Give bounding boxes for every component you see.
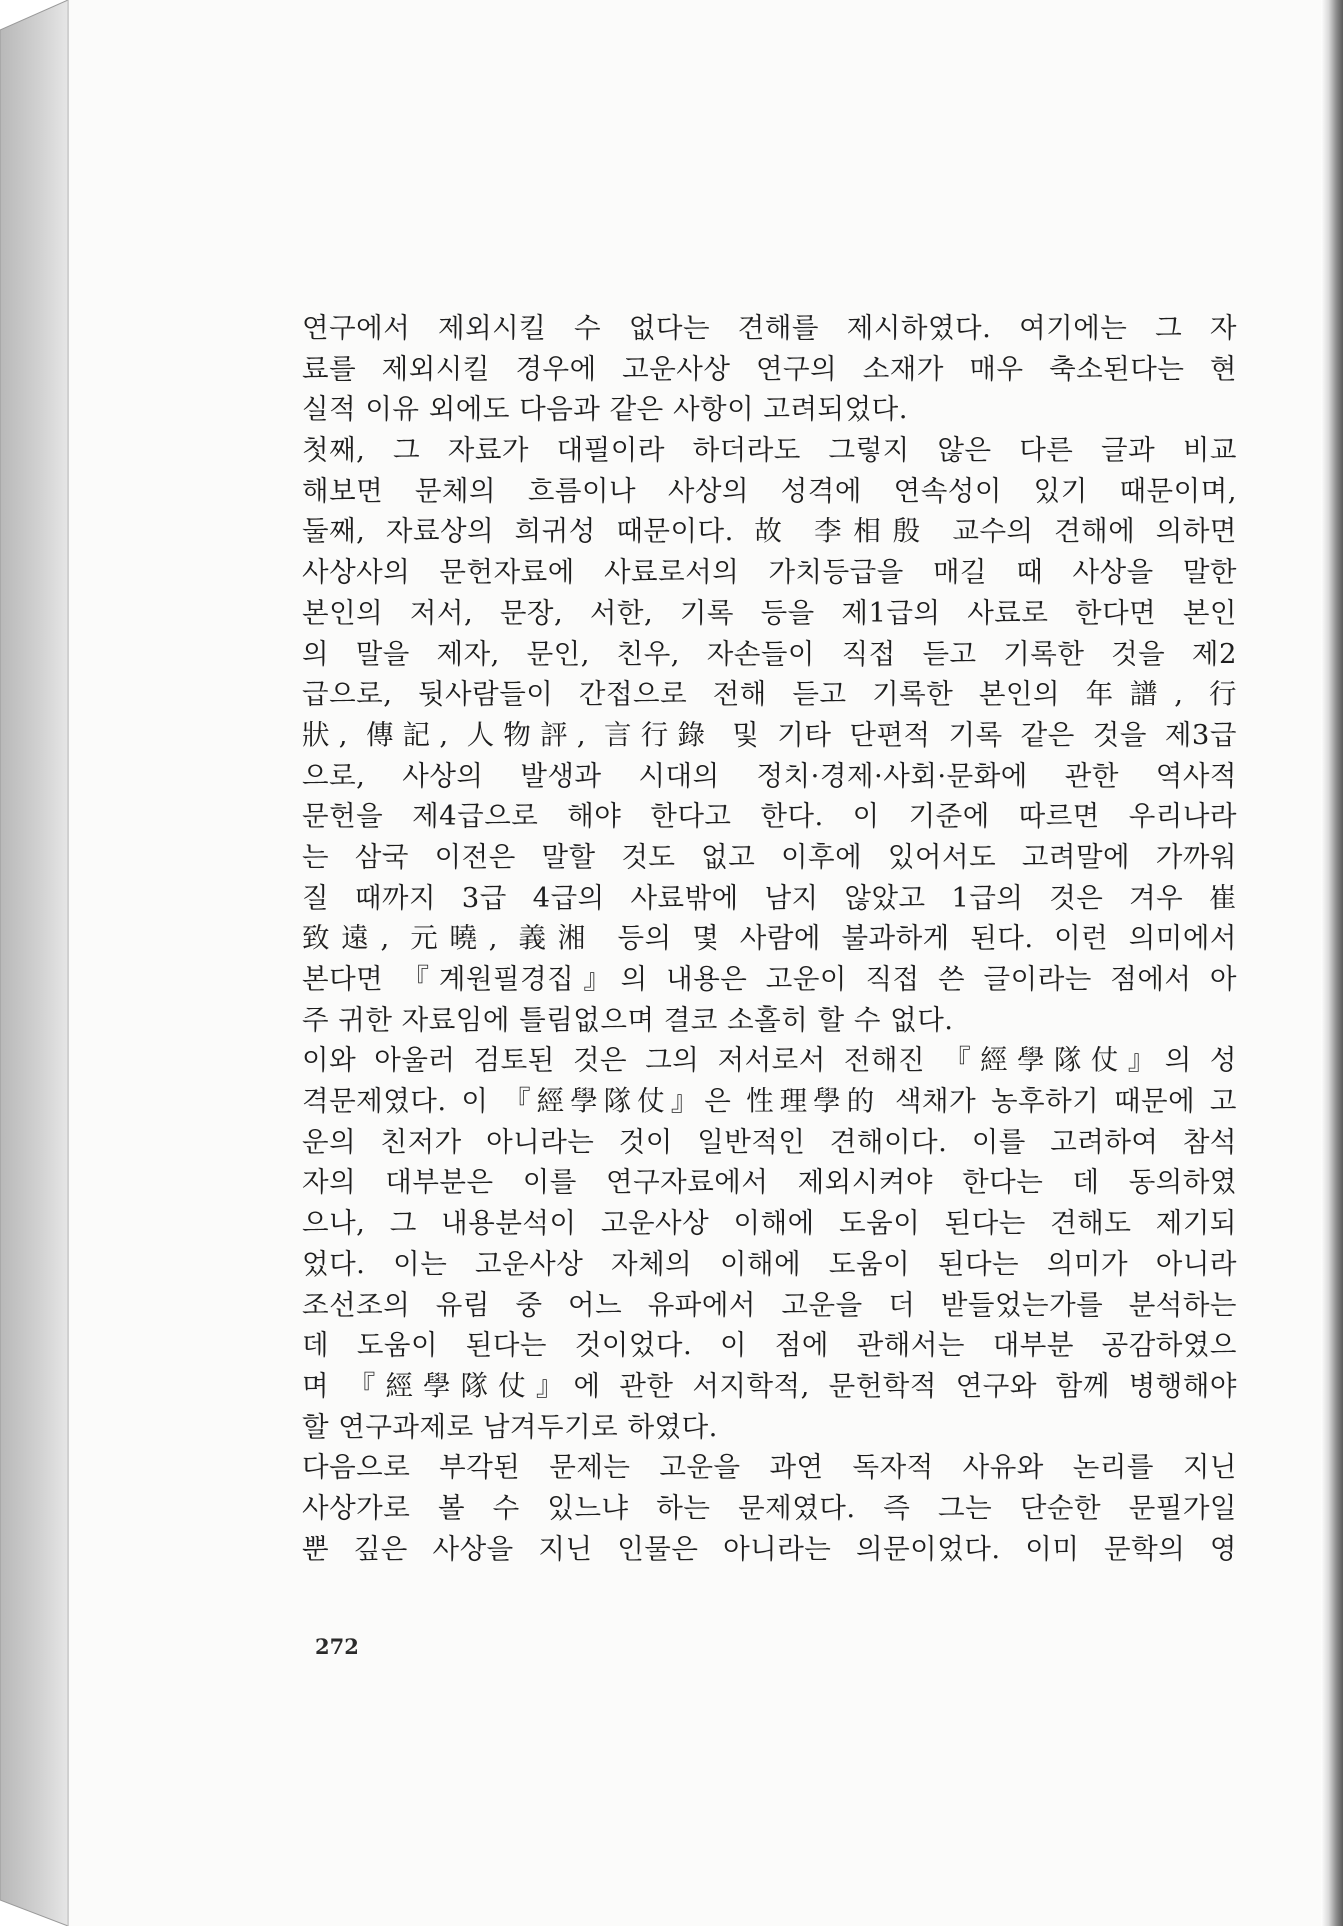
text-line: 해보면 문체의 흐름이나 사상의 성격에 연속성이 있기 때문이며, (302, 474, 1237, 507)
text-line: 본인의 저서, 문장, 서한, 기록 등을 제1급의 사료로 한다면 본인 (302, 596, 1237, 629)
text-line: 는 삼국 이전은 말할 것도 없고 이후에 있어서도 고려말에 가까워 (302, 840, 1237, 873)
text-line: 狀, 傳記, 人物評, 言行錄 및 기타 단편적 기록 같은 것을 제3급 (302, 718, 1237, 751)
text-line: 뿐 깊은 사상을 지닌 인물은 아니라는 의문이었다. 이미 문학의 영 (302, 1532, 1237, 1565)
text-line: 운의 친저가 아니라는 것이 일반적인 견해이다. 이를 고려하여 참석 (302, 1125, 1237, 1158)
page-stack-edge (0, 0, 70, 1926)
body-text (302, 308, 1237, 1569)
text-line: 며 『經學隊仗』에 관한 서지학적, 문헌학적 연구와 함께 병행해야 (302, 1369, 1237, 1402)
text-line: 조선조의 유림 중 어느 유파에서 고운을 더 받들었는가를 분석하는 (302, 1288, 1237, 1321)
text-line: 사상사의 문헌자료에 사료로서의 가치등급을 매길 때 사상을 말한 (302, 556, 1237, 589)
text-line: 으로, 사상의 발생과 시대의 정치·경제·사회·문화에 관한 역사적 (302, 759, 1237, 792)
text-line: 질 때까지 3급 4급의 사료밖에 남지 않았고 1급의 것은 겨우 崔 (302, 881, 1237, 914)
text-line: 본다면 『계원필경집』의 내용은 고운이 직접 쓴 글이라는 점에서 아 (302, 963, 1237, 995)
text-line: 첫째, 그 자료가 대필이라 하더라도 그렇지 않은 다른 글과 비교 (302, 434, 1237, 467)
text-line: 의 말을 제자, 문인, 친우, 자손들이 직접 듣고 기록한 것을 제2 (302, 637, 1237, 670)
text-line: 격문제였다. 이 『經學隊仗』은 性理學的 색채가 농후하기 때문에 고 (302, 1085, 1237, 1118)
text-line: 급으로, 뒷사람들이 간접으로 전해 듣고 기록한 본인의 年譜, 行 (302, 678, 1237, 711)
text-line: 데 도움이 된다는 것이었다. 이 점에 관해서는 대부분 공감하였으 (302, 1329, 1237, 1362)
text-line: 할 연구과제로 남겨두기로 하였다. (302, 1410, 718, 1443)
page-number: 272 (315, 1634, 359, 1659)
text-line: 자의 대부분은 이를 연구자료에서 제외시켜야 한다는 데 동의하였 (302, 1166, 1237, 1199)
text-line: 으나, 그 내용분석이 고운사상 이해에 도움이 된다는 견해도 제기되 (302, 1207, 1237, 1240)
text-line: 둘째, 자료상의 희귀성 때문이다. 故 李相殷 교수의 견해에 의하면 (302, 515, 1237, 548)
text-line: 사상가로 볼 수 있느냐 하는 문제였다. 즉 그는 단순한 문필가일 (302, 1491, 1237, 1524)
text-line: 실적 이유 외에도 다음과 같은 사항이 고려되었다. (302, 393, 908, 426)
text-line: 이와 아울러 검토된 것은 그의 저서로서 전해진 『經學隊仗』의 성 (302, 1044, 1237, 1077)
text-line: 주 귀한 자료임에 틀림없으며 결코 소홀히 할 수 없다. (302, 1003, 954, 1036)
text-line: 연구에서 제외시킬 수 없다는 견해를 제시하였다. 여기에는 그 자 (302, 312, 1237, 344)
document-page (68, 0, 1322, 1926)
text-line: 문헌을 제4급으로 해야 한다고 한다. 이 기준에 따르면 우리나라 (302, 800, 1237, 833)
page-shadow (1321, 0, 1343, 1926)
text-line: 다음으로 부각된 문제는 고운을 과연 독자적 사유와 논리를 지닌 (302, 1451, 1237, 1484)
text-line: 致遠, 元曉, 義湘 등의 몇 사람에 불과하게 된다. 이런 의미에서 (302, 922, 1237, 955)
text-line: 료를 제외시킬 경우에 고운사상 연구의 소재가 매우 축소된다는 현 (302, 352, 1237, 385)
text-line: 었다. 이는 고운사상 자체의 이해에 도움이 된다는 의미가 아니라 (302, 1247, 1237, 1280)
